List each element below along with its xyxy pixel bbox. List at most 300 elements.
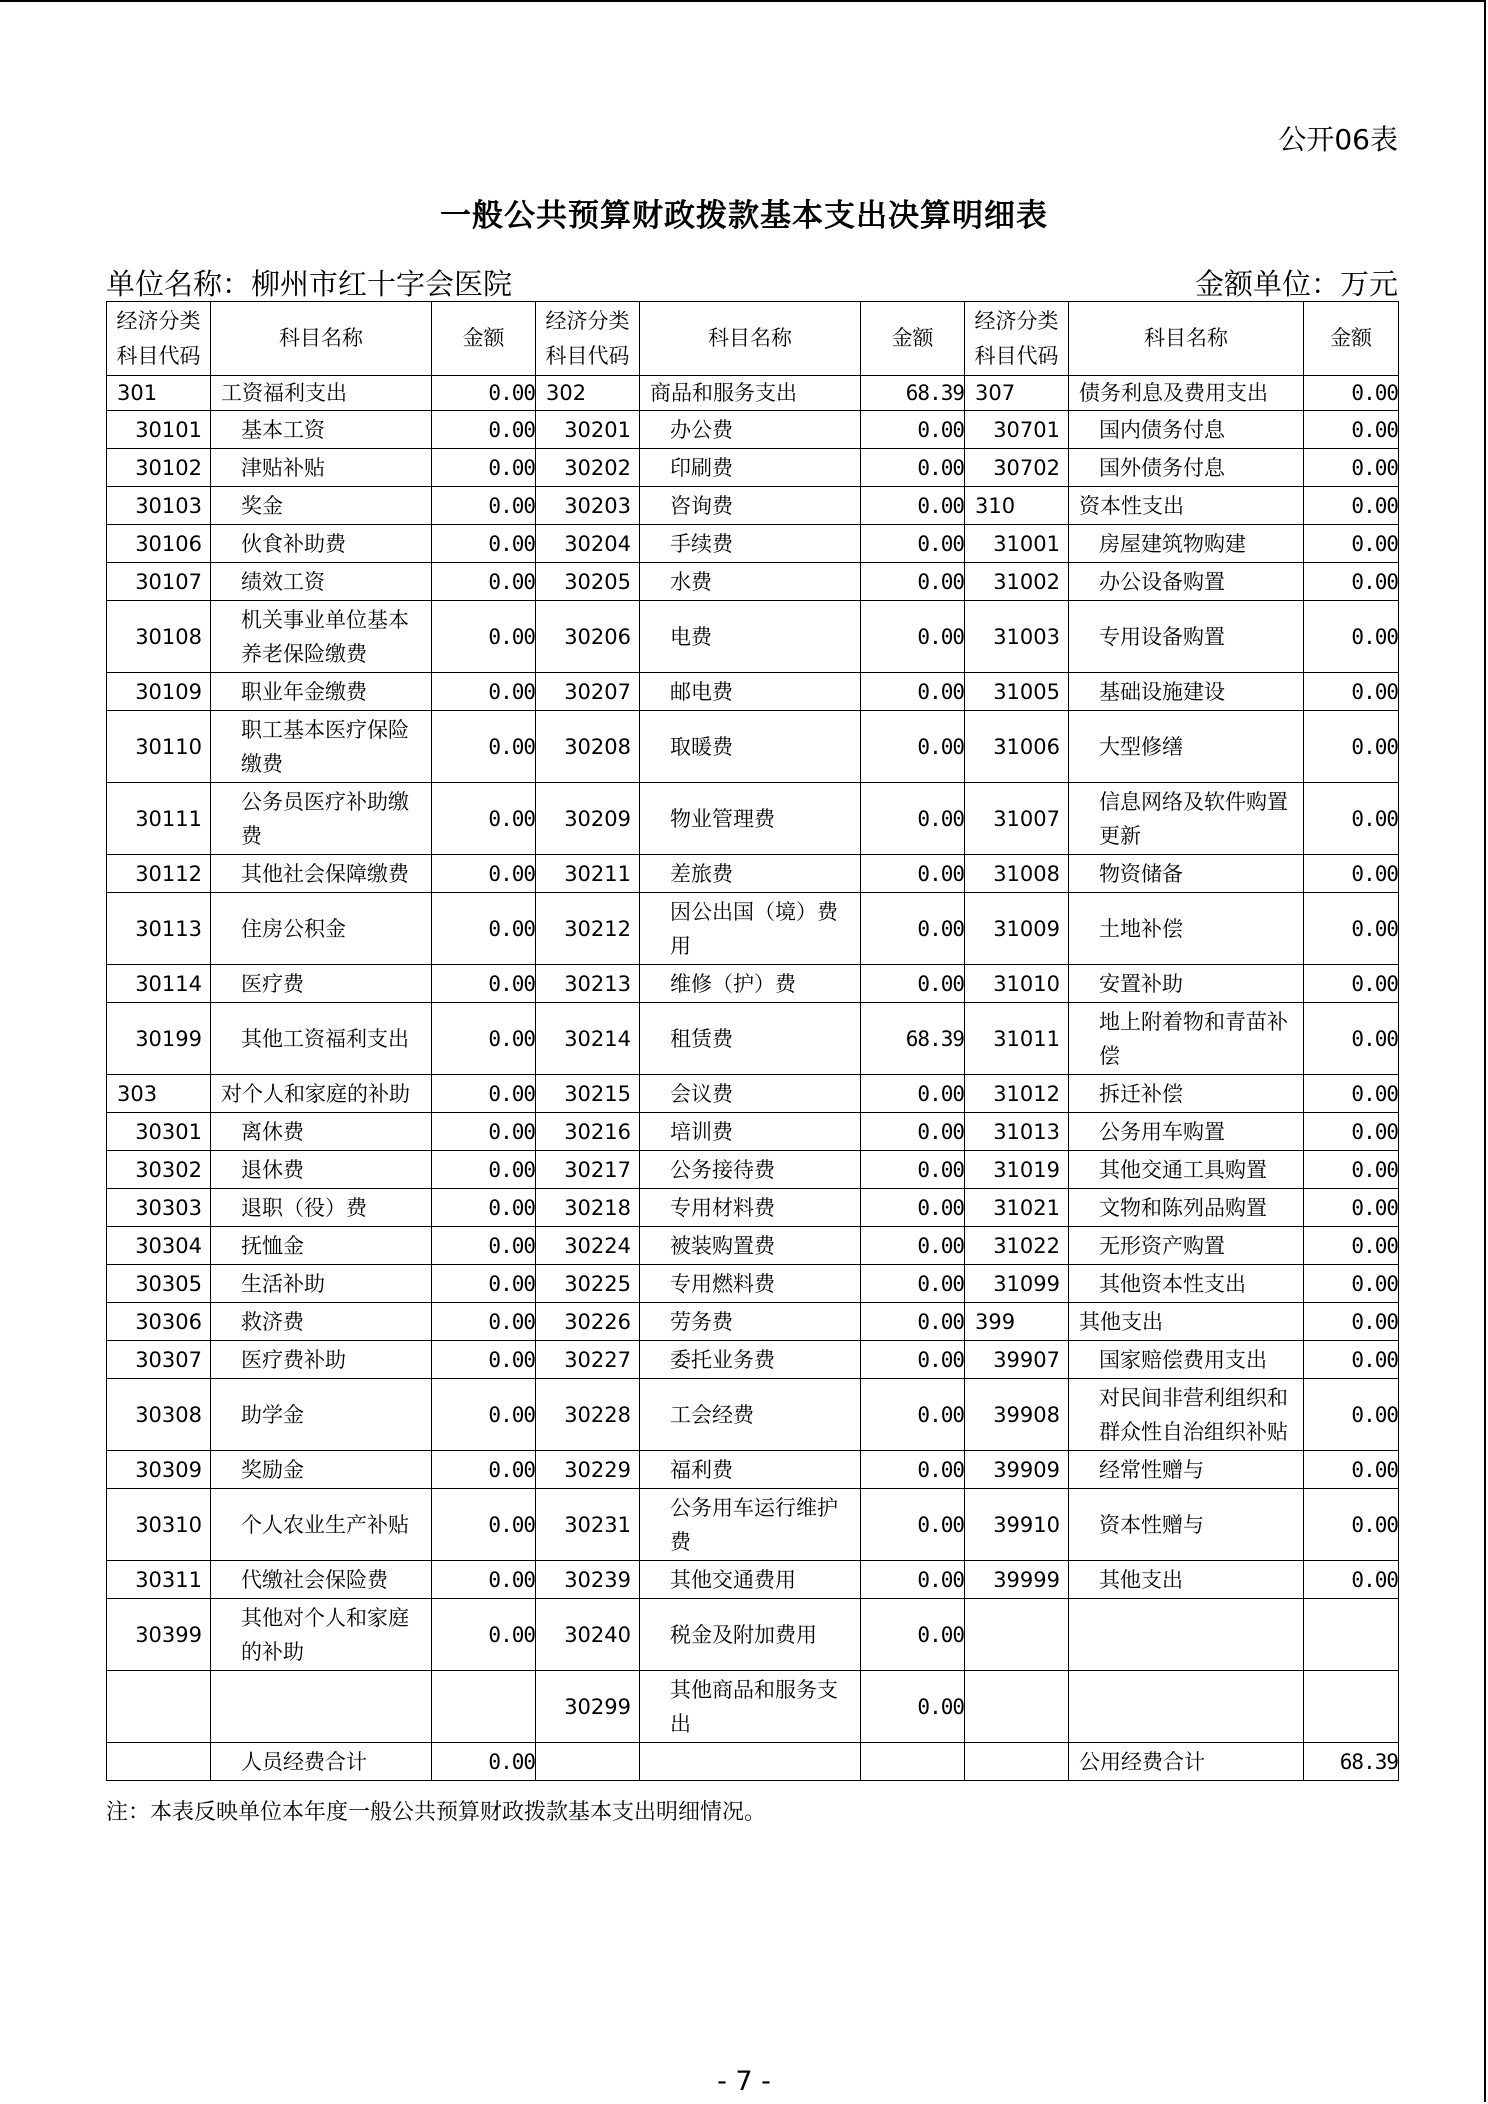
economic-code-cell: 30399 (107, 1599, 211, 1671)
amount-cell: 0.00 (1304, 1003, 1399, 1075)
subject-name-cell: 取暖费 (640, 711, 861, 783)
subject-name-cell: 工会经费 (640, 1379, 861, 1451)
economic-code-cell: 30207 (536, 673, 640, 711)
amount-cell: 0.00 (861, 711, 965, 783)
economic-code-cell: 31008 (965, 855, 1069, 893)
amount-cell: 0.00 (1304, 673, 1399, 711)
subject-name-cell: 公务用车购置 (1069, 1113, 1304, 1151)
empty-cell (536, 1743, 640, 1781)
amount-cell: 0.00 (861, 1451, 965, 1489)
header-code: 经济分类 科目代码 (536, 302, 640, 376)
economic-code-cell: 30211 (536, 855, 640, 893)
subject-name-cell: 税金及附加费用 (640, 1599, 861, 1671)
table-row (107, 411, 1399, 449)
table-row (107, 1599, 1399, 1671)
subject-name-cell: 安置补助 (1069, 965, 1304, 1003)
subject-name-cell (1069, 1599, 1304, 1671)
subject-name-cell: 其他工资福利支出 (211, 1003, 432, 1075)
amount-cell: 0.00 (432, 1489, 536, 1561)
amount-cell: 0.00 (432, 1303, 536, 1341)
economic-code-cell: 30224 (536, 1227, 640, 1265)
economic-code-cell: 30214 (536, 1003, 640, 1075)
amount-cell: 0.00 (861, 1379, 965, 1451)
table-row (107, 525, 1399, 563)
economic-code-cell: 30106 (107, 525, 211, 563)
table-number: 公开06表 (1278, 123, 1398, 156)
subject-name-cell: 职工基本医疗保险缴费 (211, 711, 432, 783)
empty-cell (640, 1743, 861, 1781)
amount-cell: 0.00 (432, 711, 536, 783)
unit-name: 单位名称：柳州市红十字会医院 (106, 267, 513, 301)
amount-cell: 0.00 (1304, 1489, 1399, 1561)
amount-cell (1304, 1671, 1399, 1743)
subject-name-cell: 助学金 (211, 1379, 432, 1451)
empty-cell (861, 1743, 965, 1781)
subject-name-cell: 对民间非营利组织和群众性自治组织补贴 (1069, 1379, 1304, 1451)
amount-cell: 0.00 (1304, 1113, 1399, 1151)
subject-name-cell: 医疗费补助 (211, 1341, 432, 1379)
amount-cell: 0.00 (861, 893, 965, 965)
subject-name-cell: 办公设备购置 (1069, 563, 1304, 601)
economic-code-cell: 30103 (107, 487, 211, 525)
economic-code-cell: 30201 (536, 411, 640, 449)
table-row (107, 673, 1399, 711)
economic-code-cell: 31012 (965, 1075, 1069, 1113)
amount-cell: 0.00 (432, 449, 536, 487)
amount-cell: 0.00 (1304, 965, 1399, 1003)
subject-name-cell: 邮电费 (640, 673, 861, 711)
economic-code-cell: 30101 (107, 411, 211, 449)
amount-cell: 0.00 (432, 525, 536, 563)
amount-cell: 0.00 (432, 1265, 536, 1303)
economic-code-cell: 39907 (965, 1341, 1069, 1379)
table-row (107, 1003, 1399, 1075)
economic-code-cell: 30306 (107, 1303, 211, 1341)
subject-name-cell: 退休费 (211, 1151, 432, 1189)
economic-code-cell: 30102 (107, 449, 211, 487)
subject-name-cell: 对个人和家庭的补助 (211, 1075, 432, 1113)
empty-cell (965, 1743, 1069, 1781)
amount-cell: 0.00 (432, 965, 536, 1003)
table-row (107, 855, 1399, 893)
subject-name-cell: 奖励金 (211, 1451, 432, 1489)
subject-name-cell: 因公出国（境）费用 (640, 893, 861, 965)
economic-code-cell: 31003 (965, 601, 1069, 673)
economic-code-cell: 30111 (107, 783, 211, 855)
table-row (107, 376, 1399, 411)
amount-cell: 0.00 (432, 376, 536, 411)
amount-cell: 0.00 (861, 1671, 965, 1743)
economic-code-cell: 31019 (965, 1151, 1069, 1189)
amount-cell (432, 1671, 536, 1743)
economic-code-cell: 30212 (536, 893, 640, 965)
subject-name-cell: 债务利息及费用支出 (1069, 376, 1304, 411)
subject-name-cell: 物业管理费 (640, 783, 861, 855)
amount-cell: 0.00 (861, 1489, 965, 1561)
amount-cell: 0.00 (432, 893, 536, 965)
economic-code-cell (107, 1671, 211, 1743)
economic-code-cell: 30110 (107, 711, 211, 783)
amount-cell: 0.00 (432, 673, 536, 711)
personnel-total-label: 人员经费合计 (211, 1743, 432, 1781)
economic-code-cell: 31002 (965, 563, 1069, 601)
economic-code-cell: 30112 (107, 855, 211, 893)
amount-cell: 0.00 (1304, 1265, 1399, 1303)
economic-code-cell: 30240 (536, 1599, 640, 1671)
economic-code-cell: 30108 (107, 601, 211, 673)
amount-cell: 0.00 (432, 1003, 536, 1075)
table-row (107, 449, 1399, 487)
table-row (107, 1451, 1399, 1489)
table-row (107, 563, 1399, 601)
economic-code-cell: 307 (965, 376, 1069, 411)
amount-cell: 0.00 (432, 783, 536, 855)
economic-code-cell: 30226 (536, 1303, 640, 1341)
economic-code-cell: 30204 (536, 525, 640, 563)
subject-name-cell: 奖金 (211, 487, 432, 525)
amount-cell: 0.00 (861, 783, 965, 855)
amount-cell: 0.00 (432, 855, 536, 893)
subject-name-cell: 专用材料费 (640, 1189, 861, 1227)
economic-code-cell: 39999 (965, 1561, 1069, 1599)
economic-code-cell: 30202 (536, 449, 640, 487)
table-row (107, 1151, 1399, 1189)
amount-cell: 0.00 (861, 1113, 965, 1151)
table-row (107, 1189, 1399, 1227)
economic-code-cell: 30218 (536, 1189, 640, 1227)
amount-cell: 0.00 (432, 1075, 536, 1113)
economic-code-cell: 310 (965, 487, 1069, 525)
table-row (107, 1671, 1399, 1743)
economic-code-cell: 30302 (107, 1151, 211, 1189)
amount-cell (1304, 1599, 1399, 1671)
subject-name-cell: 公务接待费 (640, 1151, 861, 1189)
amount-cell: 0.00 (861, 1151, 965, 1189)
amount-cell: 0.00 (1304, 1189, 1399, 1227)
amount-cell: 0.00 (1304, 487, 1399, 525)
subject-name-cell: 津贴补贴 (211, 449, 432, 487)
header-code: 经济分类 科目代码 (107, 302, 211, 376)
subject-name-cell: 国外债务付息 (1069, 449, 1304, 487)
table-row (107, 1227, 1399, 1265)
header-name: 科目名称 (640, 302, 861, 376)
subject-name-cell: 伙食补助费 (211, 525, 432, 563)
subject-name-cell: 生活补助 (211, 1265, 432, 1303)
subject-name-cell: 水费 (640, 563, 861, 601)
subject-name-cell: 大型修缮 (1069, 711, 1304, 783)
economic-code-cell: 30113 (107, 893, 211, 965)
economic-code-cell (965, 1599, 1069, 1671)
amount-cell: 0.00 (861, 563, 965, 601)
economic-code-cell: 30239 (536, 1561, 640, 1599)
economic-code-cell: 30304 (107, 1227, 211, 1265)
amount-cell: 0.00 (1304, 1151, 1399, 1189)
subject-name-cell: 资本性赠与 (1069, 1489, 1304, 1561)
economic-code-cell: 30305 (107, 1265, 211, 1303)
amount-cell: 0.00 (432, 487, 536, 525)
amount-cell: 0.00 (432, 411, 536, 449)
amount-cell: 0.00 (1304, 1341, 1399, 1379)
subject-name-cell: 公务用车运行维护费 (640, 1489, 861, 1561)
subject-name-cell: 土地补偿 (1069, 893, 1304, 965)
subject-name-cell: 差旅费 (640, 855, 861, 893)
economic-code-cell: 30199 (107, 1003, 211, 1075)
amount-cell: 0.00 (1304, 1227, 1399, 1265)
amount-cell: 0.00 (1304, 1561, 1399, 1599)
amount-cell: 0.00 (861, 1341, 965, 1379)
amount-cell: 0.00 (432, 1113, 536, 1151)
economic-code-cell: 30301 (107, 1113, 211, 1151)
personnel-total-value: 0.00 (432, 1743, 536, 1781)
subject-name-cell: 其他社会保障缴费 (211, 855, 432, 893)
economic-code-cell: 30299 (536, 1671, 640, 1743)
subject-name-cell: 其他支出 (1069, 1303, 1304, 1341)
amount-cell: 0.00 (1304, 711, 1399, 783)
economic-code-cell: 30107 (107, 563, 211, 601)
subject-name-cell: 租赁费 (640, 1003, 861, 1075)
subject-name-cell: 物资储备 (1069, 855, 1304, 893)
amount-cell: 0.00 (1304, 449, 1399, 487)
table-row (107, 965, 1399, 1003)
totals-row (107, 1743, 1399, 1781)
amount-cell: 0.00 (861, 411, 965, 449)
economic-code-cell: 30308 (107, 1379, 211, 1451)
page-number: - 7 - (717, 2066, 771, 2097)
subject-name-cell: 工资福利支出 (211, 376, 432, 411)
amount-cell: 0.00 (432, 1599, 536, 1671)
table-row (107, 1265, 1399, 1303)
table-row (107, 1489, 1399, 1561)
amount-cell: 0.00 (1304, 1451, 1399, 1489)
subject-name-cell: 培训费 (640, 1113, 861, 1151)
economic-code-cell: 399 (965, 1303, 1069, 1341)
economic-code-cell: 31022 (965, 1227, 1069, 1265)
subject-name-cell: 国家赔偿费用支出 (1069, 1341, 1304, 1379)
subject-name-cell: 专用燃料费 (640, 1265, 861, 1303)
economic-code-cell: 30231 (536, 1489, 640, 1561)
economic-code-cell: 31099 (965, 1265, 1069, 1303)
economic-code-cell: 30206 (536, 601, 640, 673)
subject-name-cell: 个人农业生产补贴 (211, 1489, 432, 1561)
economic-code-cell: 30203 (536, 487, 640, 525)
amount-cell: 0.00 (861, 1303, 965, 1341)
amount-cell: 0.00 (861, 601, 965, 673)
amount-cell: 0.00 (432, 1189, 536, 1227)
header-name: 科目名称 (1069, 302, 1304, 376)
amount-cell: 0.00 (432, 1561, 536, 1599)
subject-name-cell: 绩效工资 (211, 563, 432, 601)
subject-name-cell: 电费 (640, 601, 861, 673)
subject-name-cell: 房屋建筑物购建 (1069, 525, 1304, 563)
subject-name-cell: 其他交通工具购置 (1069, 1151, 1304, 1189)
subject-name-cell: 经常性赠与 (1069, 1451, 1304, 1489)
header-amount: 金额 (432, 302, 536, 376)
subject-name-cell: 会议费 (640, 1075, 861, 1113)
subject-name-cell: 抚恤金 (211, 1227, 432, 1265)
header-row (107, 302, 1399, 376)
economic-code-cell: 30217 (536, 1151, 640, 1189)
economic-code-cell: 30229 (536, 1451, 640, 1489)
subject-name-cell: 基本工资 (211, 411, 432, 449)
amount-cell: 0.00 (1304, 855, 1399, 893)
economic-code-cell: 30213 (536, 965, 640, 1003)
header-code: 经济分类 科目代码 (965, 302, 1069, 376)
amount-cell: 0.00 (861, 673, 965, 711)
economic-code-cell: 303 (107, 1075, 211, 1113)
amount-cell: 0.00 (861, 449, 965, 487)
amount-cell: 0.00 (861, 1561, 965, 1599)
economic-code-cell: 31005 (965, 673, 1069, 711)
economic-code-cell: 30227 (536, 1341, 640, 1379)
amount-cell: 0.00 (432, 601, 536, 673)
empty-cell (107, 1743, 211, 1781)
subject-name-cell: 退职（役）费 (211, 1189, 432, 1227)
economic-code-cell: 30205 (536, 563, 640, 601)
economic-code-cell: 39910 (965, 1489, 1069, 1561)
amount-cell: 0.00 (1304, 601, 1399, 673)
economic-code-cell: 30310 (107, 1489, 211, 1561)
economic-code-cell: 30109 (107, 673, 211, 711)
subject-name-cell: 救济费 (211, 1303, 432, 1341)
amount-cell: 0.00 (1304, 563, 1399, 601)
economic-code-cell: 30208 (536, 711, 640, 783)
table-note: 注：本表反映单位本年度一般公共预算财政拨款基本支出明细情况。 (106, 1800, 767, 1825)
subject-name-cell: 其他支出 (1069, 1561, 1304, 1599)
header-amount: 金额 (1304, 302, 1399, 376)
subject-name-cell: 印刷费 (640, 449, 861, 487)
subject-name-cell: 离休费 (211, 1113, 432, 1151)
amount-cell: 0.00 (432, 563, 536, 601)
table-row (107, 893, 1399, 965)
amount-cell: 0.00 (861, 1227, 965, 1265)
subject-name-cell: 职业年金缴费 (211, 673, 432, 711)
subject-name-cell: 咨询费 (640, 487, 861, 525)
subject-name-cell: 其他交通费用 (640, 1561, 861, 1599)
economic-code-cell: 30215 (536, 1075, 640, 1113)
subject-name-cell: 办公费 (640, 411, 861, 449)
economic-code-cell: 30114 (107, 965, 211, 1003)
table-row (107, 1075, 1399, 1113)
economic-code-cell: 30311 (107, 1561, 211, 1599)
amount-cell: 0.00 (861, 1189, 965, 1227)
subject-name-cell: 手续费 (640, 525, 861, 563)
economic-code-cell: 31006 (965, 711, 1069, 783)
amount-cell: 0.00 (1304, 1303, 1399, 1341)
subject-name-cell (1069, 1671, 1304, 1743)
amount-cell: 0.00 (1304, 376, 1399, 411)
table-row (107, 1341, 1399, 1379)
subject-name-cell: 其他对个人和家庭的补助 (211, 1599, 432, 1671)
subject-name-cell: 其他资本性支出 (1069, 1265, 1304, 1303)
amount-cell: 68.39 (861, 376, 965, 411)
table-row (107, 601, 1399, 673)
amount-cell: 0.00 (861, 525, 965, 563)
economic-code-cell (965, 1671, 1069, 1743)
economic-code-cell: 31007 (965, 783, 1069, 855)
subject-name-cell: 福利费 (640, 1451, 861, 1489)
subject-name-cell: 商品和服务支出 (640, 376, 861, 411)
amount-cell: 0.00 (1304, 525, 1399, 563)
economic-code-cell: 31010 (965, 965, 1069, 1003)
amount-cell: 0.00 (861, 1599, 965, 1671)
table-row (107, 1113, 1399, 1151)
subject-name-cell: 无形资产购置 (1069, 1227, 1304, 1265)
public-total-label: 公用经费合计 (1069, 1743, 1304, 1781)
economic-code-cell: 31009 (965, 893, 1069, 965)
table-row (107, 1561, 1399, 1599)
subject-name-cell: 信息网络及软件购置更新 (1069, 783, 1304, 855)
economic-code-cell: 30702 (965, 449, 1069, 487)
table-row (107, 783, 1399, 855)
subject-name-cell: 其他商品和服务支出 (640, 1671, 861, 1743)
economic-code-cell: 31013 (965, 1113, 1069, 1151)
table-row (107, 487, 1399, 525)
page-title: 一般公共预算财政拨款基本支出决算明细表 (440, 198, 1048, 234)
amount-cell: 0.00 (1304, 1379, 1399, 1451)
subject-name-cell: 委托业务费 (640, 1341, 861, 1379)
amount-unit: 金额单位：万元 (1194, 267, 1398, 301)
economic-code-cell: 30309 (107, 1451, 211, 1489)
header-amount: 金额 (861, 302, 965, 376)
economic-code-cell: 30216 (536, 1113, 640, 1151)
amount-cell: 0.00 (861, 855, 965, 893)
amount-cell: 0.00 (432, 1227, 536, 1265)
subject-name-cell: 被装购置费 (640, 1227, 861, 1265)
subject-name-cell: 代缴社会保险费 (211, 1561, 432, 1599)
subject-name-cell: 医疗费 (211, 965, 432, 1003)
economic-code-cell: 30303 (107, 1189, 211, 1227)
economic-code-cell: 39908 (965, 1379, 1069, 1451)
amount-cell: 0.00 (1304, 783, 1399, 855)
public-total-value: 68.39 (1304, 1743, 1399, 1781)
subject-name-cell: 文物和陈列品购置 (1069, 1189, 1304, 1227)
amount-cell: 0.00 (1304, 893, 1399, 965)
amount-cell: 0.00 (861, 1075, 965, 1113)
economic-code-cell: 30228 (536, 1379, 640, 1451)
subject-name-cell: 地上附着物和青苗补偿 (1069, 1003, 1304, 1075)
amount-cell: 0.00 (1304, 411, 1399, 449)
economic-code-cell: 39909 (965, 1451, 1069, 1489)
amount-cell: 0.00 (432, 1151, 536, 1189)
economic-code-cell: 302 (536, 376, 640, 411)
subject-name-cell: 资本性支出 (1069, 487, 1304, 525)
amount-cell: 0.00 (432, 1379, 536, 1451)
amount-cell: 0.00 (861, 965, 965, 1003)
subject-name-cell (211, 1671, 432, 1743)
subject-name-cell: 拆迁补偿 (1069, 1075, 1304, 1113)
subject-name-cell: 国内债务付息 (1069, 411, 1304, 449)
economic-code-cell: 30701 (965, 411, 1069, 449)
header-name: 科目名称 (211, 302, 432, 376)
table-row (107, 1303, 1399, 1341)
subject-name-cell: 专用设备购置 (1069, 601, 1304, 673)
amount-cell: 0.00 (861, 487, 965, 525)
amount-cell: 0.00 (1304, 1075, 1399, 1113)
economic-code-cell: 30209 (536, 783, 640, 855)
subject-name-cell: 基础设施建设 (1069, 673, 1304, 711)
subject-name-cell: 劳务费 (640, 1303, 861, 1341)
subject-name-cell: 住房公积金 (211, 893, 432, 965)
amount-cell: 0.00 (432, 1451, 536, 1489)
economic-code-cell: 31001 (965, 525, 1069, 563)
amount-cell: 0.00 (432, 1341, 536, 1379)
economic-code-cell: 30225 (536, 1265, 640, 1303)
amount-cell: 0.00 (861, 1265, 965, 1303)
subject-name-cell: 维修（护）费 (640, 965, 861, 1003)
table-row (107, 711, 1399, 783)
expenditure-detail-table (106, 301, 1399, 1781)
economic-code-cell: 31021 (965, 1189, 1069, 1227)
